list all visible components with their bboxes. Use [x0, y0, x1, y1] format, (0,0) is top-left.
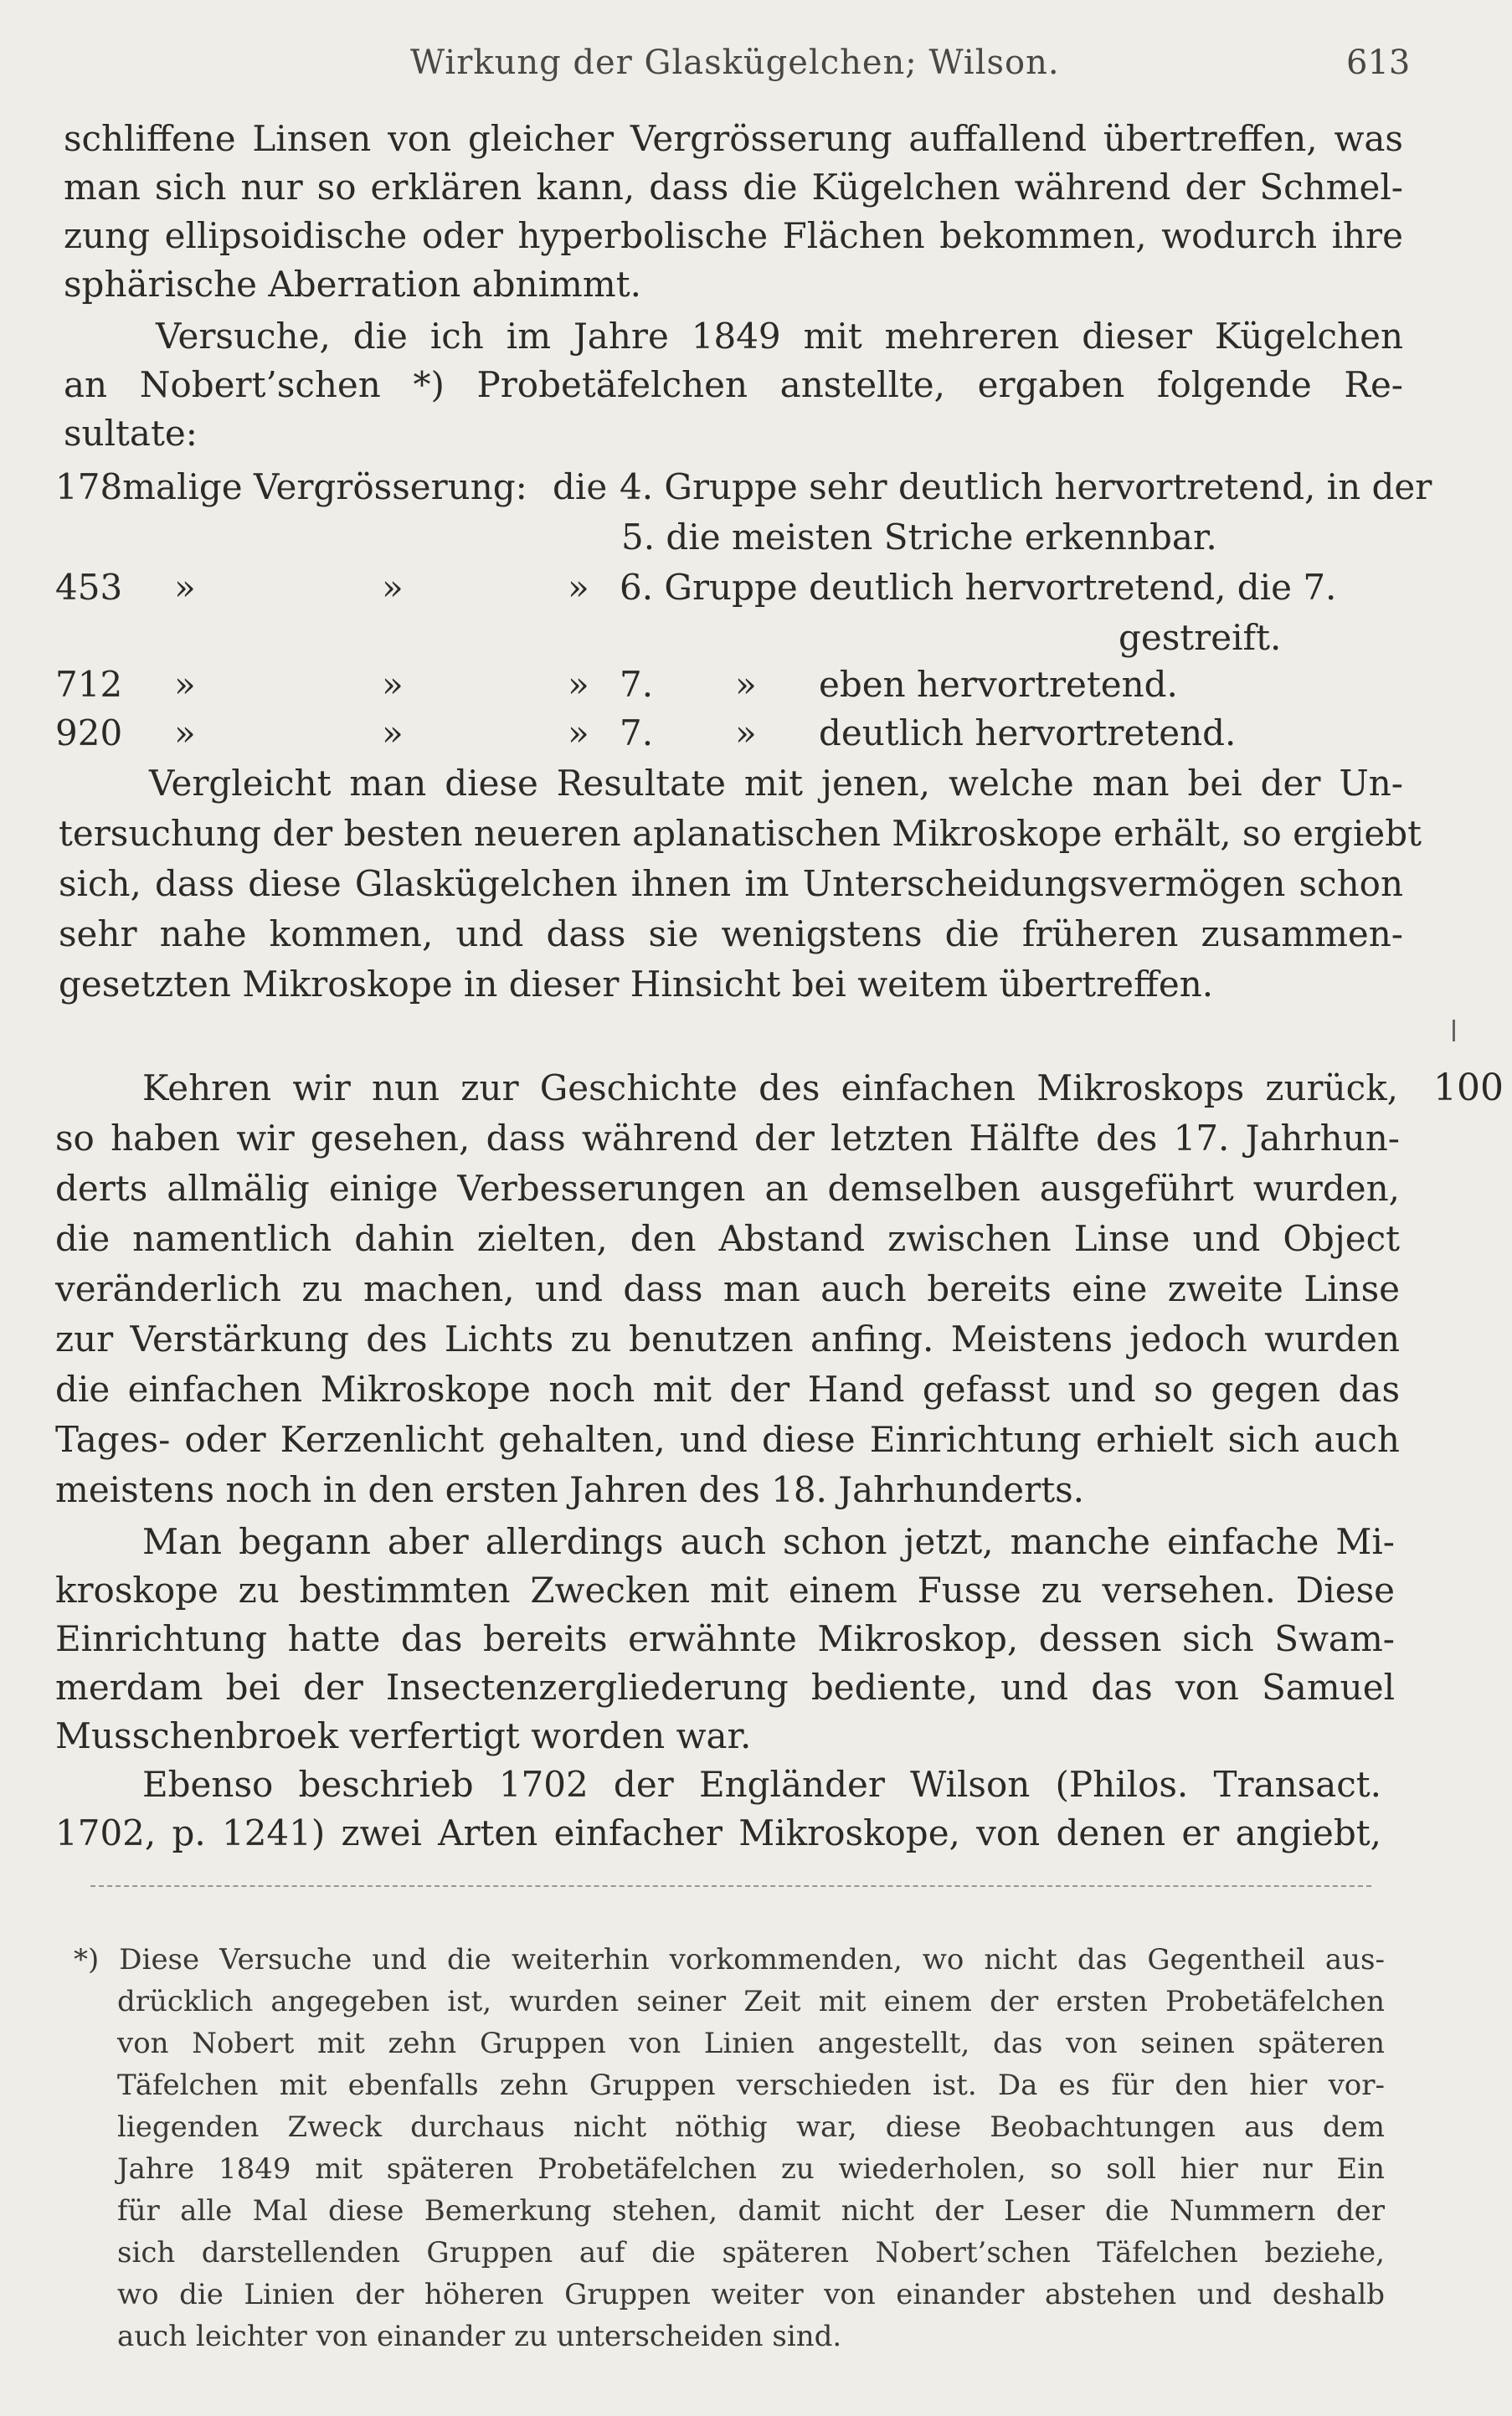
ditto-mark: »: [174, 664, 196, 705]
text-line: sphärische Aberration abnimmt.: [64, 264, 641, 305]
footnote-line: sich darstellenden Gruppen auf die späteren Nobert’schen Täfelchen beziehe,: [117, 2236, 1385, 2269]
text-line: die einfachen Mikroskope noch mit der Hand gefasst und so gegen das: [55, 1369, 1400, 1410]
text-line: Musschenbroek verfertigt worden war.: [55, 1715, 752, 1756]
text-line: tersuchung der besten neueren aplanatischen Mikroskope erhält, so ergiebt: [59, 813, 1422, 854]
result-prefix: die: [553, 466, 608, 507]
group-number: 7.: [620, 712, 654, 753]
footnote-line: Jahre 1849 mit späteren Probetäfelchen zu wiederholen, so soll hier nur Ein: [117, 2152, 1385, 2186]
footnote-line: Täfelchen mit ebenfalls zehn Gruppen verschieden ist. Da es für den hier vor-: [117, 2069, 1385, 2102]
text-line: Einrichtung hatte das bereits erwähnte Mikroskop, dessen sich Swam-: [55, 1618, 1395, 1659]
text-line: sich, dass diese Glaskügelchen ihnen im Unterscheidungsvermögen schon: [59, 863, 1403, 904]
running-title: Wirkung der Glaskügelchen; Wilson.: [410, 44, 1060, 82]
ditto-mark: »: [382, 664, 404, 705]
footnote-line: für alle Mal diese Bemerkung stehen, damit nicht der Leser die Nummern der: [117, 2194, 1385, 2228]
result-continuation: gestreift.: [1119, 617, 1282, 658]
text-line: zur Verstärkung des Lichts zu benutzen anfing. Meistens jedoch wurden: [55, 1319, 1400, 1360]
text-line: Versuche, die ich im Jahre 1849 mit mehreren dieser Kügelchen: [156, 316, 1403, 357]
text-line: sehr nahe kommen, und dass sie wenigstens die früheren zusammen-: [59, 913, 1403, 954]
ditto-mark: »: [382, 567, 404, 608]
page-header: [0, 44, 1512, 94]
text-line: 1702, p. 1241) zwei Arten einfacher Mikroskope, von denen er angiebt,: [55, 1812, 1381, 1853]
footnote-line: von Nobert mit zehn Gruppen von Linien angestellt, das von seinen späteren: [117, 2027, 1385, 2060]
text-line: sultate:: [64, 413, 198, 454]
result-text: 4. Gruppe sehr deutlich hervortretend, in der: [620, 466, 1432, 507]
ditto-mark: »: [568, 664, 589, 705]
text-line: derts allmälig einige Verbesserungen an demselben ausgeführt wurden,: [55, 1168, 1400, 1209]
text-line: Kehren wir nun zur Geschichte des einfachen Mikroskops zurück,: [142, 1067, 1398, 1108]
text-line: veränderlich zu machen, und dass man auch bereits eine zweite Linse: [55, 1268, 1400, 1309]
text-line: Ebenso beschrieb 1702 der Engländer Wilson (Philos. Transact.: [142, 1764, 1381, 1805]
text-line: Vergleicht man diese Resultate mit jenen, welche man bei der Un-: [149, 763, 1403, 804]
footnote-line: *) Diese Versuche und die weiterhin vorkommenden, wo nicht das Gegentheil aus-: [74, 1943, 1385, 1976]
footnote-line: auch leichter von einander zu unterscheiden sind.: [117, 2320, 842, 2353]
footnote-line: wo die Linien der höheren Gruppen weiter von einander abstehen und deshalb: [117, 2278, 1385, 2311]
magnification: 178malige Vergrösserung:: [55, 466, 527, 507]
magnification: 712: [55, 664, 123, 705]
result-text: eben hervortretend.: [819, 664, 1178, 705]
result-text: 6. Gruppe deutlich hervortretend, die 7.: [620, 567, 1337, 608]
text-line: Tages- oder Kerzenlicht gehalten, und diese Einrichtung erhielt sich auch: [55, 1419, 1400, 1460]
text-line: gesetzten Mikroskope in dieser Hinsicht bei weitem übertreffen.: [59, 964, 1214, 1005]
ditto-mark: »: [735, 712, 757, 753]
ditto-mark: »: [568, 712, 589, 753]
result-continuation: 5. die meisten Striche erkennbar.: [621, 517, 1217, 558]
group-number: 7.: [620, 664, 654, 705]
result-text: deutlich hervortretend.: [819, 712, 1237, 753]
page-number: 613: [1346, 44, 1411, 82]
ditto-mark: »: [735, 664, 757, 705]
text-line: merdam bei der Insectenzergliederung bediente, und das von Samuel: [55, 1667, 1395, 1708]
text-line: schliffene Linsen von gleicher Vergrösserung auffallend übertreffen, was: [64, 118, 1403, 159]
text-line: Man begann aber allerdings auch schon jetzt, manche einfache Mi-: [142, 1521, 1395, 1562]
magnification: 920: [55, 712, 123, 753]
ditto-mark: »: [382, 712, 404, 753]
text-line: an Nobert’schen *) Probetäfelchen anstellte, ergaben folgende Re-: [64, 364, 1403, 405]
text-line: kroskope zu bestimmten Zwecken mit einem Fusse zu versehen. Diese: [55, 1570, 1395, 1611]
text-line: man sich nur so erklären kann, dass die Kügelchen während der Schmel-: [64, 167, 1403, 208]
ditto-mark: »: [174, 712, 196, 753]
text-line: die namentlich dahin zielten, den Abstand zwischen Linse und Object: [55, 1218, 1400, 1259]
text-line: meistens noch in den ersten Jahren des 18. Jahrhunderts.: [55, 1469, 1085, 1510]
footnote-divider: [90, 1885, 1371, 1887]
footnote-line: drücklich angegeben ist, wurden seiner Zeit mit einem der ersten Probetäfelchen: [117, 1985, 1385, 2018]
ditto-mark: »: [174, 567, 196, 608]
text-line: so haben wir gesehen, dass während der letzten Hälfte des 17. Jahrhun-: [55, 1118, 1400, 1159]
magnification: 453: [55, 567, 123, 608]
margin-divider: [1453, 1020, 1455, 1041]
ditto-mark: »: [568, 567, 589, 608]
text-line: zung ellipsoidische oder hyperbolische Flächen bekommen, wodurch ihre: [64, 215, 1403, 256]
footnote-line: liegenden Zweck durchaus nicht nöthig war, diese Beobachtungen aus dem: [117, 2110, 1385, 2144]
margin-number: 100: [1433, 1067, 1504, 1109]
